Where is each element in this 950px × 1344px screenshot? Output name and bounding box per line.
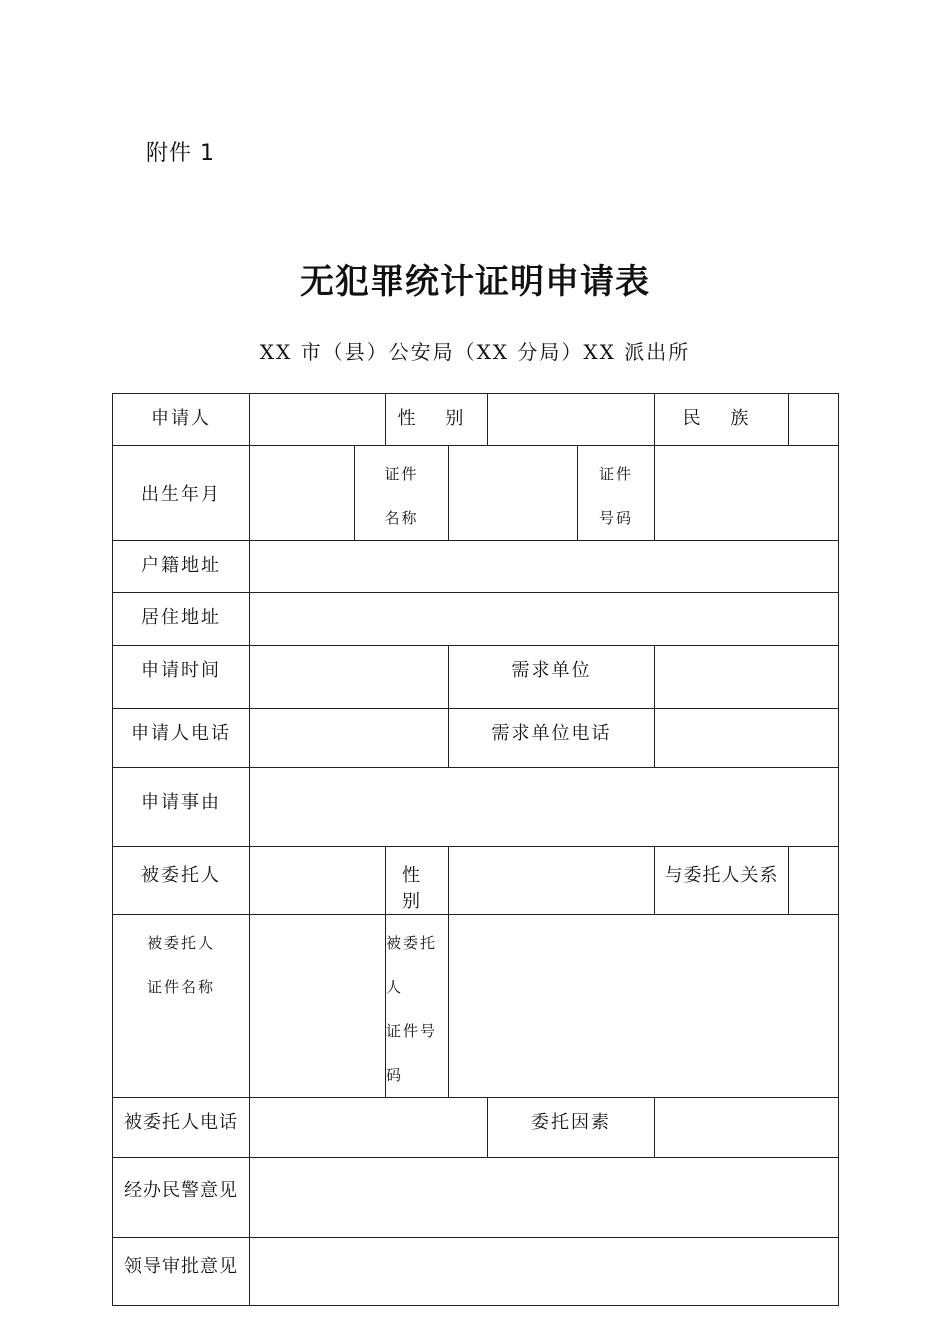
id-number-label-line2: 号码: [599, 509, 634, 527]
trustee-field[interactable]: [250, 847, 386, 915]
label-cell: [449, 646, 655, 709]
relation-label: 与委托人关系: [664, 865, 779, 886]
application-time-label: 申请时间: [141, 660, 221, 681]
page-title: 无犯罪统计证明申请表: [300, 262, 650, 302]
id-type-label-line1: 证件: [384, 465, 419, 483]
id-number-label-line1: 证件: [599, 465, 634, 483]
entrust-reason-label: 委托因素: [531, 1112, 612, 1133]
label-cell: [113, 1098, 250, 1158]
trustee-gender-field[interactable]: [449, 847, 655, 915]
leader-opinion-field[interactable]: [250, 1238, 839, 1306]
entrust-reason-field[interactable]: [655, 1098, 839, 1158]
form-row-trustee: [113, 847, 839, 915]
gender-field[interactable]: [488, 394, 655, 446]
officer-opinion-label: 经办民警意见: [124, 1180, 238, 1201]
form-row-phones: [113, 709, 839, 768]
label-cell: [113, 394, 250, 446]
requesting-unit-phone-label: 需求单位电话: [491, 723, 612, 744]
label-cell: [386, 847, 449, 915]
trustee-id-type-label-line2: 证件名称: [146, 978, 215, 996]
form-row-time-unit: [113, 646, 839, 709]
application-reason-field[interactable]: [250, 768, 839, 847]
household-address-label: 户籍地址: [141, 555, 221, 576]
requesting-unit-field[interactable]: [655, 646, 839, 709]
application-reason-label: 申请事由: [141, 792, 221, 813]
trustee-gender-label: 性 别: [402, 865, 432, 912]
application-time-field[interactable]: [250, 646, 449, 709]
residence-address-field[interactable]: [250, 593, 839, 646]
form-row-reason: [113, 768, 839, 847]
trustee-id-number-field[interactable]: [449, 915, 839, 1098]
applicant-label: 申请人: [151, 408, 211, 429]
trustee-phone-label: 被委托人电话: [124, 1112, 238, 1133]
trustee-phone-field[interactable]: [250, 1098, 488, 1158]
trustee-id-type-label-line1: 被委托人: [146, 934, 215, 952]
label-cell: [488, 1098, 655, 1158]
form-row-trustee-id: [113, 915, 839, 1098]
form-row-residence-address: [113, 593, 839, 646]
attachment-label: 附件 1: [146, 141, 215, 166]
label-cell: [655, 394, 789, 446]
label-cell: [113, 768, 250, 847]
residence-address-label: 居住地址: [141, 607, 221, 628]
label-cell: [386, 394, 488, 446]
requesting-unit-phone-field[interactable]: [655, 709, 839, 768]
birth-date-label: 出生年月: [113, 446, 250, 541]
form-row-applicant: [113, 394, 839, 446]
label-cell: [386, 915, 449, 1098]
label-cell: [113, 915, 250, 1098]
requesting-unit-label: 需求单位: [511, 660, 592, 681]
household-address-field[interactable]: [250, 541, 839, 593]
trustee-id-number-label-line2: 证件号码: [386, 1022, 438, 1084]
label-cell: [113, 1238, 250, 1306]
form-row-birth-id: [113, 446, 839, 541]
applicant-field[interactable]: [250, 394, 386, 446]
label-cell: [355, 446, 449, 541]
label-cell: [113, 847, 250, 915]
form-row-leader-opinion: [113, 1238, 839, 1306]
application-form-table: [112, 393, 839, 1306]
trustee-id-number-label-line1: 被委托人: [386, 934, 438, 996]
label-cell: [113, 646, 250, 709]
label-cell: [113, 541, 250, 593]
label-cell: [578, 446, 655, 541]
form-row-officer-opinion: [113, 1158, 839, 1238]
ethnicity-label: 民 族: [682, 408, 761, 429]
label-cell: [655, 847, 789, 915]
applicant-phone-field[interactable]: [250, 709, 449, 768]
id-type-label-line2: 名称: [384, 509, 419, 527]
birth-date-field[interactable]: [250, 446, 355, 541]
form-row-household-address: [113, 541, 839, 593]
label-cell: [113, 709, 250, 768]
label-cell: [449, 709, 655, 768]
id-type-field[interactable]: [449, 446, 578, 541]
gender-label: 性 别: [397, 408, 476, 429]
label-cell: [113, 1158, 250, 1238]
id-number-field[interactable]: [655, 446, 839, 541]
issuing-authority: XX 市（县）公安局（XX 分局）XX 派出所: [259, 340, 691, 364]
leader-opinion-label: 领导审批意见: [124, 1256, 238, 1277]
ethnicity-field[interactable]: [789, 394, 839, 446]
form-row-trustee-phone: [113, 1098, 839, 1158]
label-cell: [113, 593, 250, 646]
trustee-label: 被委托人: [141, 865, 221, 886]
applicant-phone-label: 申请人电话: [131, 723, 231, 744]
officer-opinion-field[interactable]: [250, 1158, 839, 1238]
relation-field[interactable]: [789, 847, 839, 915]
trustee-id-type-field[interactable]: [250, 915, 386, 1098]
